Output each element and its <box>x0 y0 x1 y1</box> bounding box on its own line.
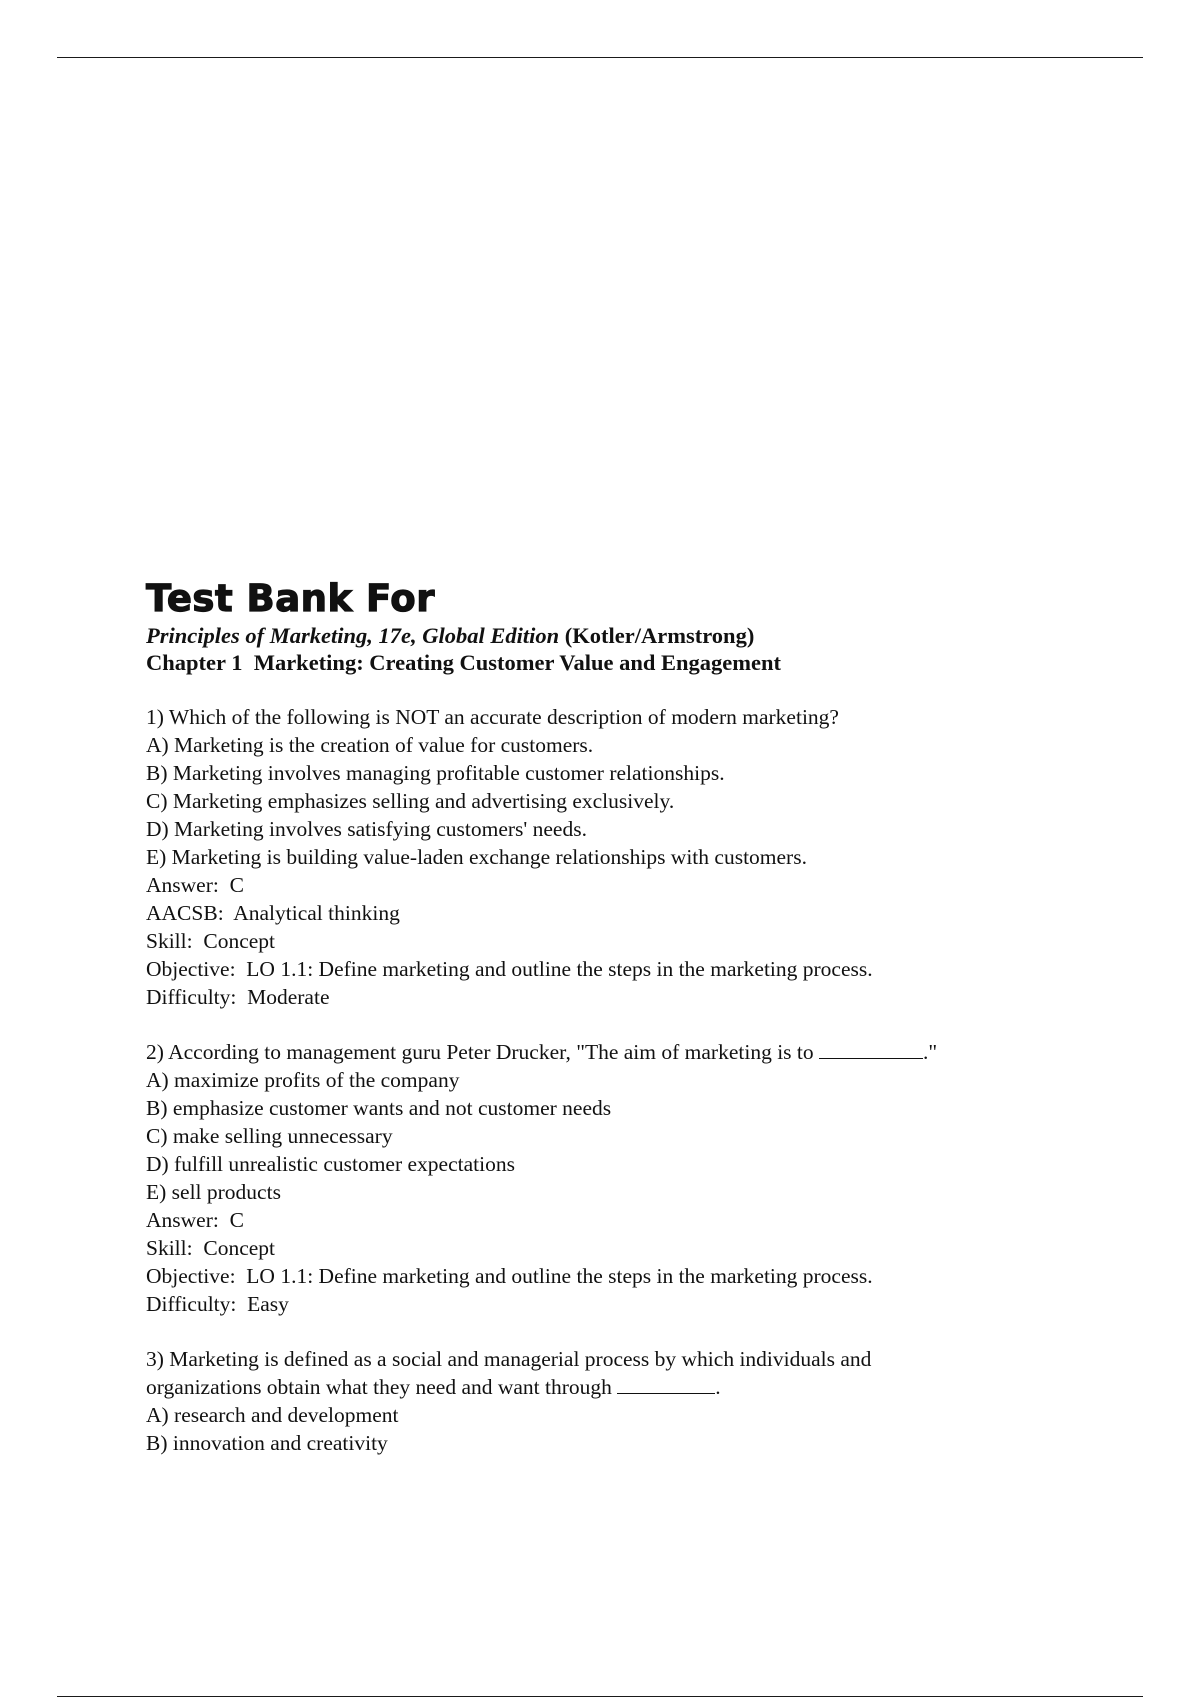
question-3 <box>146 1345 1086 1457</box>
objective: Objective: LO 1.1: Define marketing and outline the steps in the marketing process. <box>146 1264 873 1288</box>
stem-text-end: . <box>715 1375 721 1399</box>
chapter-heading: Chapter 1 Marketing: Creating Customer Value and Engagement <box>146 650 781 675</box>
bottom-rule <box>57 1696 1143 1697</box>
question-stem <box>146 1038 1086 1066</box>
stem-text: 2) According to management guru Peter Drucker, "The aim of marketing is to <box>146 1040 820 1064</box>
option-c: C) make selling unnecessary <box>146 1124 393 1148</box>
option-b: B) Marketing involves managing profitable customer relationships. <box>146 761 725 785</box>
skill: Skill: Concept <box>146 929 275 953</box>
difficulty: Difficulty: Easy <box>146 1292 289 1316</box>
option-a: A) Marketing is the creation of value for customers. <box>146 733 594 757</box>
question-stem-line-2 <box>146 1373 1086 1401</box>
book-authors: (Kotler/Armstrong) <box>559 623 755 648</box>
option-b: B) innovation and creativity <box>146 1431 388 1455</box>
book-title: Principles of Marketing, 17e, Global Edition <box>146 623 560 648</box>
question-stem-line-1: 3) Marketing is defined as a social and managerial process by which individuals and <box>146 1347 872 1371</box>
option-e: E) Marketing is building value-laden exchange relationships with customers. <box>146 845 807 869</box>
skill: Skill: Concept <box>146 1236 275 1260</box>
difficulty: Difficulty: Moderate <box>146 985 330 1009</box>
question-stem: 1) Which of the following is NOT an accurate description of modern marketing? <box>146 705 839 729</box>
fill-in-blank <box>819 1040 923 1059</box>
page-title: Test Bank For <box>146 577 435 620</box>
option-a: A) maximize profits of the company <box>146 1068 460 1092</box>
option-c: C) Marketing emphasizes selling and advertising exclusively. <box>146 789 675 813</box>
question-1 <box>146 703 1086 1011</box>
option-d: D) fulfill unrealistic customer expectations <box>146 1152 515 1176</box>
stem-text-end: ." <box>923 1040 938 1064</box>
option-b: B) emphasize customer wants and not customer needs <box>146 1096 612 1120</box>
stem-text: organizations obtain what they need and want through <box>146 1375 618 1399</box>
option-e: E) sell products <box>146 1180 281 1204</box>
option-a: A) research and development <box>146 1403 399 1427</box>
question-2 <box>146 1038 1086 1318</box>
answer: Answer: C <box>146 873 244 897</box>
answer: Answer: C <box>146 1208 244 1232</box>
fill-in-blank <box>617 1375 715 1394</box>
top-rule <box>57 57 1143 58</box>
book-citation <box>146 622 1086 649</box>
objective: Objective: LO 1.1: Define marketing and outline the steps in the marketing process. <box>146 957 873 981</box>
document-body <box>146 576 1086 1457</box>
option-d: D) Marketing involves satisfying customers' needs. <box>146 817 587 841</box>
aacsb: AACSB: Analytical thinking <box>146 901 400 925</box>
